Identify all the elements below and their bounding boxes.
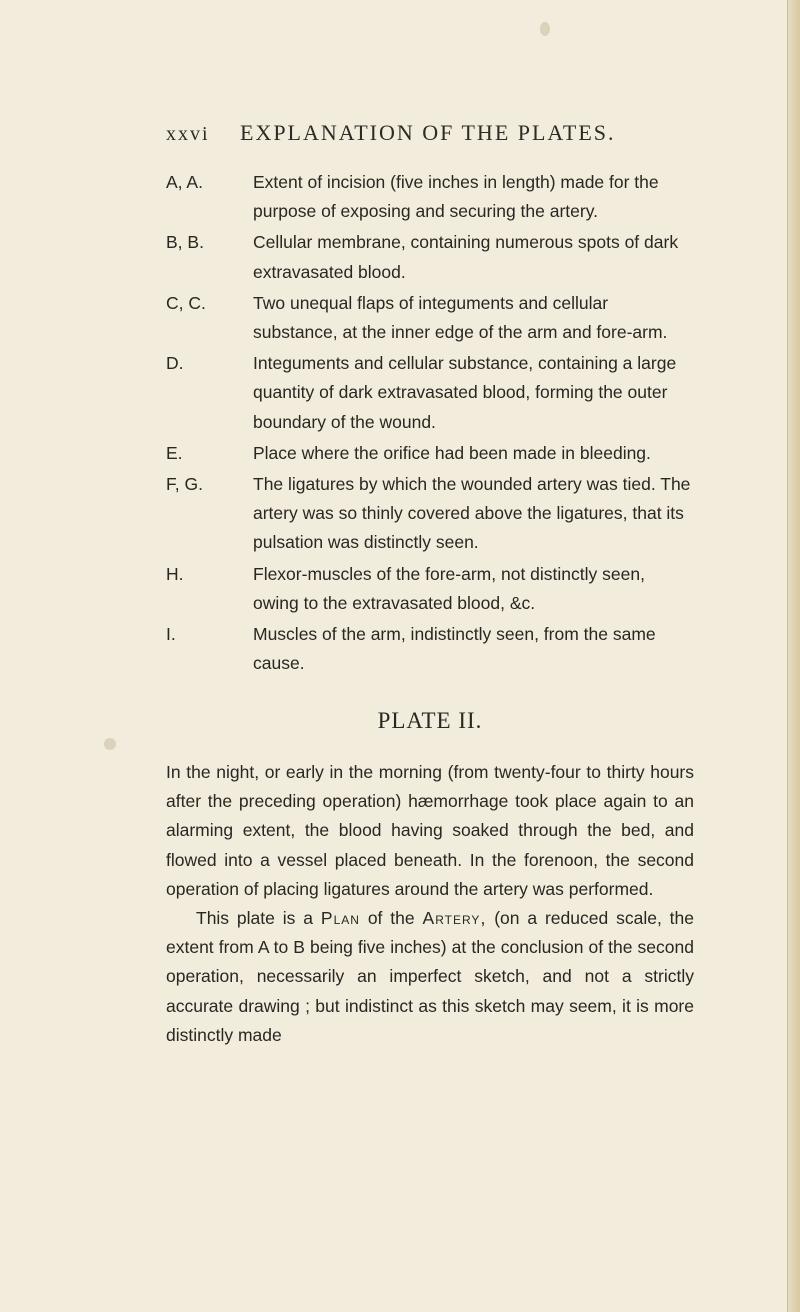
paragraph <box>166 904 694 1050</box>
entry-text: Extent of incision (five inches in length) made for the purpose of exposing and securing the artery. <box>253 172 659 222</box>
plate-key-entry <box>166 168 694 226</box>
text-run: This plate is a <box>196 908 314 929</box>
entry-key: E. <box>166 442 183 463</box>
page-number: xxvi <box>166 123 210 145</box>
entry-text: Integuments and cellular substance, containing a large quantity of dark extravasated blood, forming the outer boundary of the wound. <box>253 353 677 432</box>
paper-spot <box>104 738 116 750</box>
entry-text: Two unequal flaps of integuments and cellular substance, at the inner edge of the arm and fore-arm. <box>253 292 668 343</box>
entry-text: Cellular membrane, containing numerous spots of dark extravasated blood. <box>253 232 679 282</box>
plate-heading: PLATE II. <box>377 708 483 733</box>
entry-key: A, A. <box>166 172 203 192</box>
plate-key-entry <box>166 620 694 678</box>
text-run: (on a reduced scale, the extent from A to B being five inches) at the conclusion of the second operation, necessarily an imperfect sketch, and not a strictly accurate drawing ; but indistinct as this sketch may seem, it is more distinctly made <box>166 908 695 1045</box>
plate-key-entry <box>166 289 694 347</box>
entry-key: C, C. <box>166 292 206 313</box>
entry-key: F, G. <box>166 474 203 495</box>
entry-text: Flexor-muscles of the fore-arm, not distinctly seen, owing to the extravasated blood, &c. <box>253 563 645 613</box>
entry-key: B, B. <box>166 232 204 253</box>
plate-key-entry <box>166 349 694 437</box>
plate-key-list <box>166 168 694 680</box>
entry-text: Muscles of the arm, indistinctly seen, from the same cause. <box>253 624 656 674</box>
plate-description <box>166 758 694 1050</box>
plate-key-entry <box>166 228 694 286</box>
text-run: of the <box>367 908 415 929</box>
entry-key: D. <box>166 353 184 374</box>
page-edge <box>788 0 800 1312</box>
artery-term: Artery, <box>422 908 487 929</box>
paragraph: In the night, or early in the morning (from twenty-four to thirty hours after the preceding operation) hæmorrhage took place again to an alarming extent, the blood having soaked through the bed, and flowed into a vessel placed beneath. In the forenoon, the second operation of placing ligatures around the artery was performed. <box>166 762 694 899</box>
plate-key-entry <box>166 560 694 618</box>
entry-text: The ligatures by which the wounded artery was tied. The artery was so thinly covered above the ligatures, that its pulsation was distinctly seen. <box>253 474 691 553</box>
entry-text: Place where the orifice had been made in bleeding. <box>253 442 651 463</box>
paper-spot <box>540 22 550 36</box>
entry-key: H. <box>166 563 184 584</box>
running-title: EXPLANATION OF THE PLATES. <box>240 120 616 145</box>
plate-key-entry <box>166 439 694 468</box>
running-header <box>166 120 766 146</box>
entry-key: I. <box>166 624 176 645</box>
plan-term: Plan <box>320 908 360 929</box>
plate-key-entry <box>166 470 694 558</box>
